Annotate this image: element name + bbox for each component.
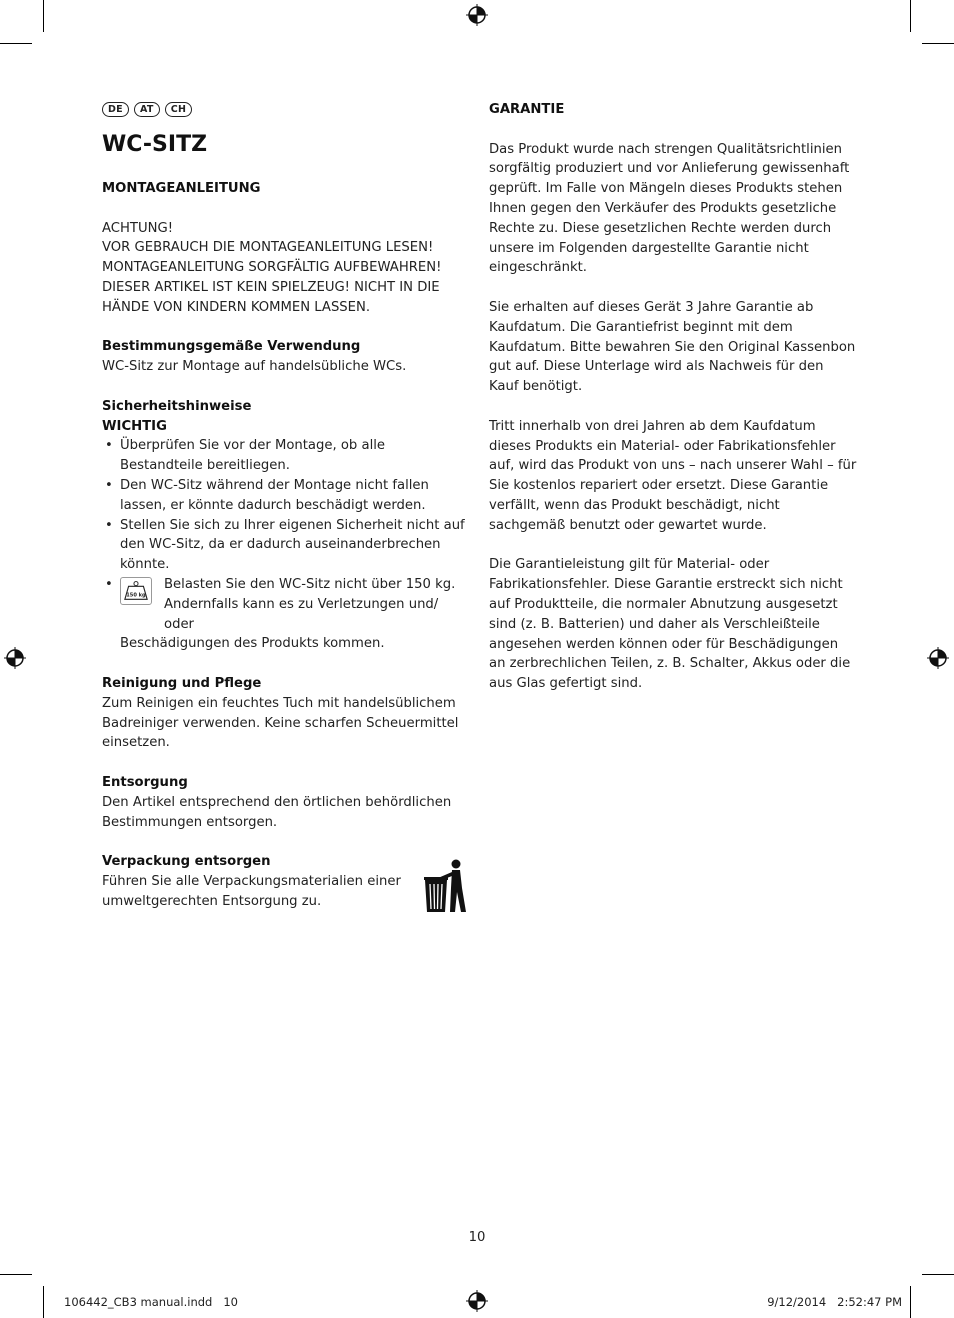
warranty-paragraph: Sie erhalten auf dieses Gerät 3 Jahre Garantie ab Kaufdatum. Die Garantiefrist beginnt mit dem Kaufdatum. Bitte bewahren Sie den Original Kassenbon gut auf. Diese Unterlage wird als Nachweis für den Kauf benötigt. bbox=[489, 299, 856, 395]
safety-subheading: WICHTIG bbox=[102, 418, 167, 434]
warning-line: MONTAGEANLEITUNG SORGFÄLTIG AUFBEWAHREN! bbox=[102, 260, 442, 276]
list-item: • Stellen Sie sich zu Ihrer eigenen Sicherheit nicht auf den WC-Sitz, da er dadurch auseinanderbrechen könnte. bbox=[102, 516, 466, 575]
country-badge: DE bbox=[102, 102, 129, 117]
list-item: • Den WC-Sitz während der Montage nicht fallen lassen, er könnte dadurch beschädigt werden. bbox=[102, 476, 466, 516]
warning-line: DIESER ARTIKEL IST KEIN SPIELZEUG! NICHT IN DIE bbox=[102, 279, 440, 295]
country-badge: AT bbox=[134, 102, 160, 117]
weight-line: Beschädigungen des Produkts kommen. bbox=[120, 636, 385, 652]
warranty-paragraph: Die Garantieleistung gilt für Material- oder Fabrikationsfehler. Diese Garantie erstreckt sich nicht auf Produktteile, die normaler Abnutzung ausgesetzt sind (z. B. Batterien) und daher als Verschleißteile angesehen werden können oder für Beschädigungen an zerbrechlichen Teilen, z. B. Schalter, Akkus oder die aus Glas gefertigt sind. bbox=[489, 557, 851, 692]
warning-line: VOR GEBRAUCH DIE MONTAGEANLEITUNG LESEN! bbox=[102, 240, 434, 256]
footer-filename: 106442_CB3 manual.indd 10 bbox=[64, 1295, 238, 1309]
registration-mark-icon bbox=[466, 4, 488, 26]
page-number: 10 bbox=[468, 1230, 486, 1245]
footer-timestamp: 9/12/2014 2:52:47 PM bbox=[767, 1295, 902, 1309]
warning-line: HÄNDE VON KINDERN KOMMEN LASSEN. bbox=[102, 299, 371, 315]
disposal-text: Den Artikel entsprechend den örtlichen behördlichen Bestimmungen entsorgen. bbox=[102, 794, 452, 830]
crop-mark bbox=[43, 0, 44, 32]
crop-mark bbox=[922, 43, 954, 44]
warning-line: ACHTUNG! bbox=[102, 220, 173, 236]
left-column bbox=[102, 98, 466, 911]
registration-mark-icon bbox=[927, 647, 949, 669]
usage-text: WC-Sitz zur Montage auf handelsübliche WCs. bbox=[102, 359, 407, 375]
crop-mark bbox=[0, 43, 32, 44]
crop-mark bbox=[910, 0, 911, 32]
country-badges bbox=[102, 102, 466, 117]
crop-mark bbox=[0, 1274, 32, 1275]
weight-line: Andernfalls kann es zu Verletzungen und/ oder bbox=[164, 596, 439, 632]
section-heading-packaging: Verpackung entsorgen bbox=[102, 854, 271, 870]
crop-mark bbox=[910, 1286, 911, 1318]
warranty-paragraph: Tritt innerhalb von drei Jahren ab dem Kaufdatum dieses Produkts ein Material- oder Fabrikationsfehler auf, wird das Produkt von uns – nach unserer Wahl – für Sie kostenlos repariert oder ersetzt. Diese Garantie verfällt, wenn das Produkt beschädigt, nicht sachgemäß benutzt oder gewartet wurde. bbox=[489, 418, 857, 533]
safety-list bbox=[102, 436, 466, 654]
list-item-weight bbox=[102, 575, 466, 654]
country-badge: CH bbox=[165, 102, 193, 117]
care-text: Zum Reinigen ein feuchtes Tuch mit handelsüblichem Badreiniger verwenden. Keine scharfen Scheuermittel einsetzen. bbox=[102, 695, 459, 751]
packaging-text: Führen Sie alle Verpackungsmaterialien einer umweltgerechten Entsorgung zu. bbox=[102, 873, 401, 909]
warranty-paragraph: Das Produkt wurde nach strengen Qualitätsrichtlinien sorgfältig produziert und vor Anlieferung gewissenhaft geprüft. Im Falle von Mängeln dieses Produkts stehen Ihnen gegen den Verkäufer des Produkts gesetzliche Rechte zu. Diese gesetzlichen Rechte werden durch unsere im Folgenden dargestellte Garantie nicht eingeschränkt. bbox=[489, 141, 850, 276]
section-heading-safety: Sicherheitshinweise bbox=[102, 398, 252, 414]
registration-mark-icon bbox=[466, 1290, 488, 1312]
crop-mark bbox=[43, 1286, 44, 1318]
weight-limit-icon bbox=[120, 577, 152, 605]
crop-mark bbox=[922, 1274, 954, 1275]
waste-bin-icon bbox=[422, 858, 468, 914]
section-heading-montage: MONTAGEANLEITUNG bbox=[102, 181, 261, 196]
section-heading-disposal: Entsorgung bbox=[102, 774, 188, 790]
section-heading-warranty: GARANTIE bbox=[489, 102, 565, 117]
page-title: WC-SITZ bbox=[102, 132, 208, 157]
right-column bbox=[489, 100, 857, 694]
section-heading-care: Reinigung und Pflege bbox=[102, 675, 262, 691]
list-item: • Überprüfen Sie vor der Montage, ob alle Bestandteile bereitliegen. bbox=[102, 436, 466, 476]
registration-mark-icon bbox=[4, 647, 26, 669]
section-heading-usage: Bestimmungsgemäße Verwendung bbox=[102, 339, 361, 355]
weight-line: Belasten Sie den WC-Sitz nicht über 150 kg. bbox=[164, 576, 456, 592]
weight-icon-label: • 150 kg bbox=[126, 592, 146, 599]
